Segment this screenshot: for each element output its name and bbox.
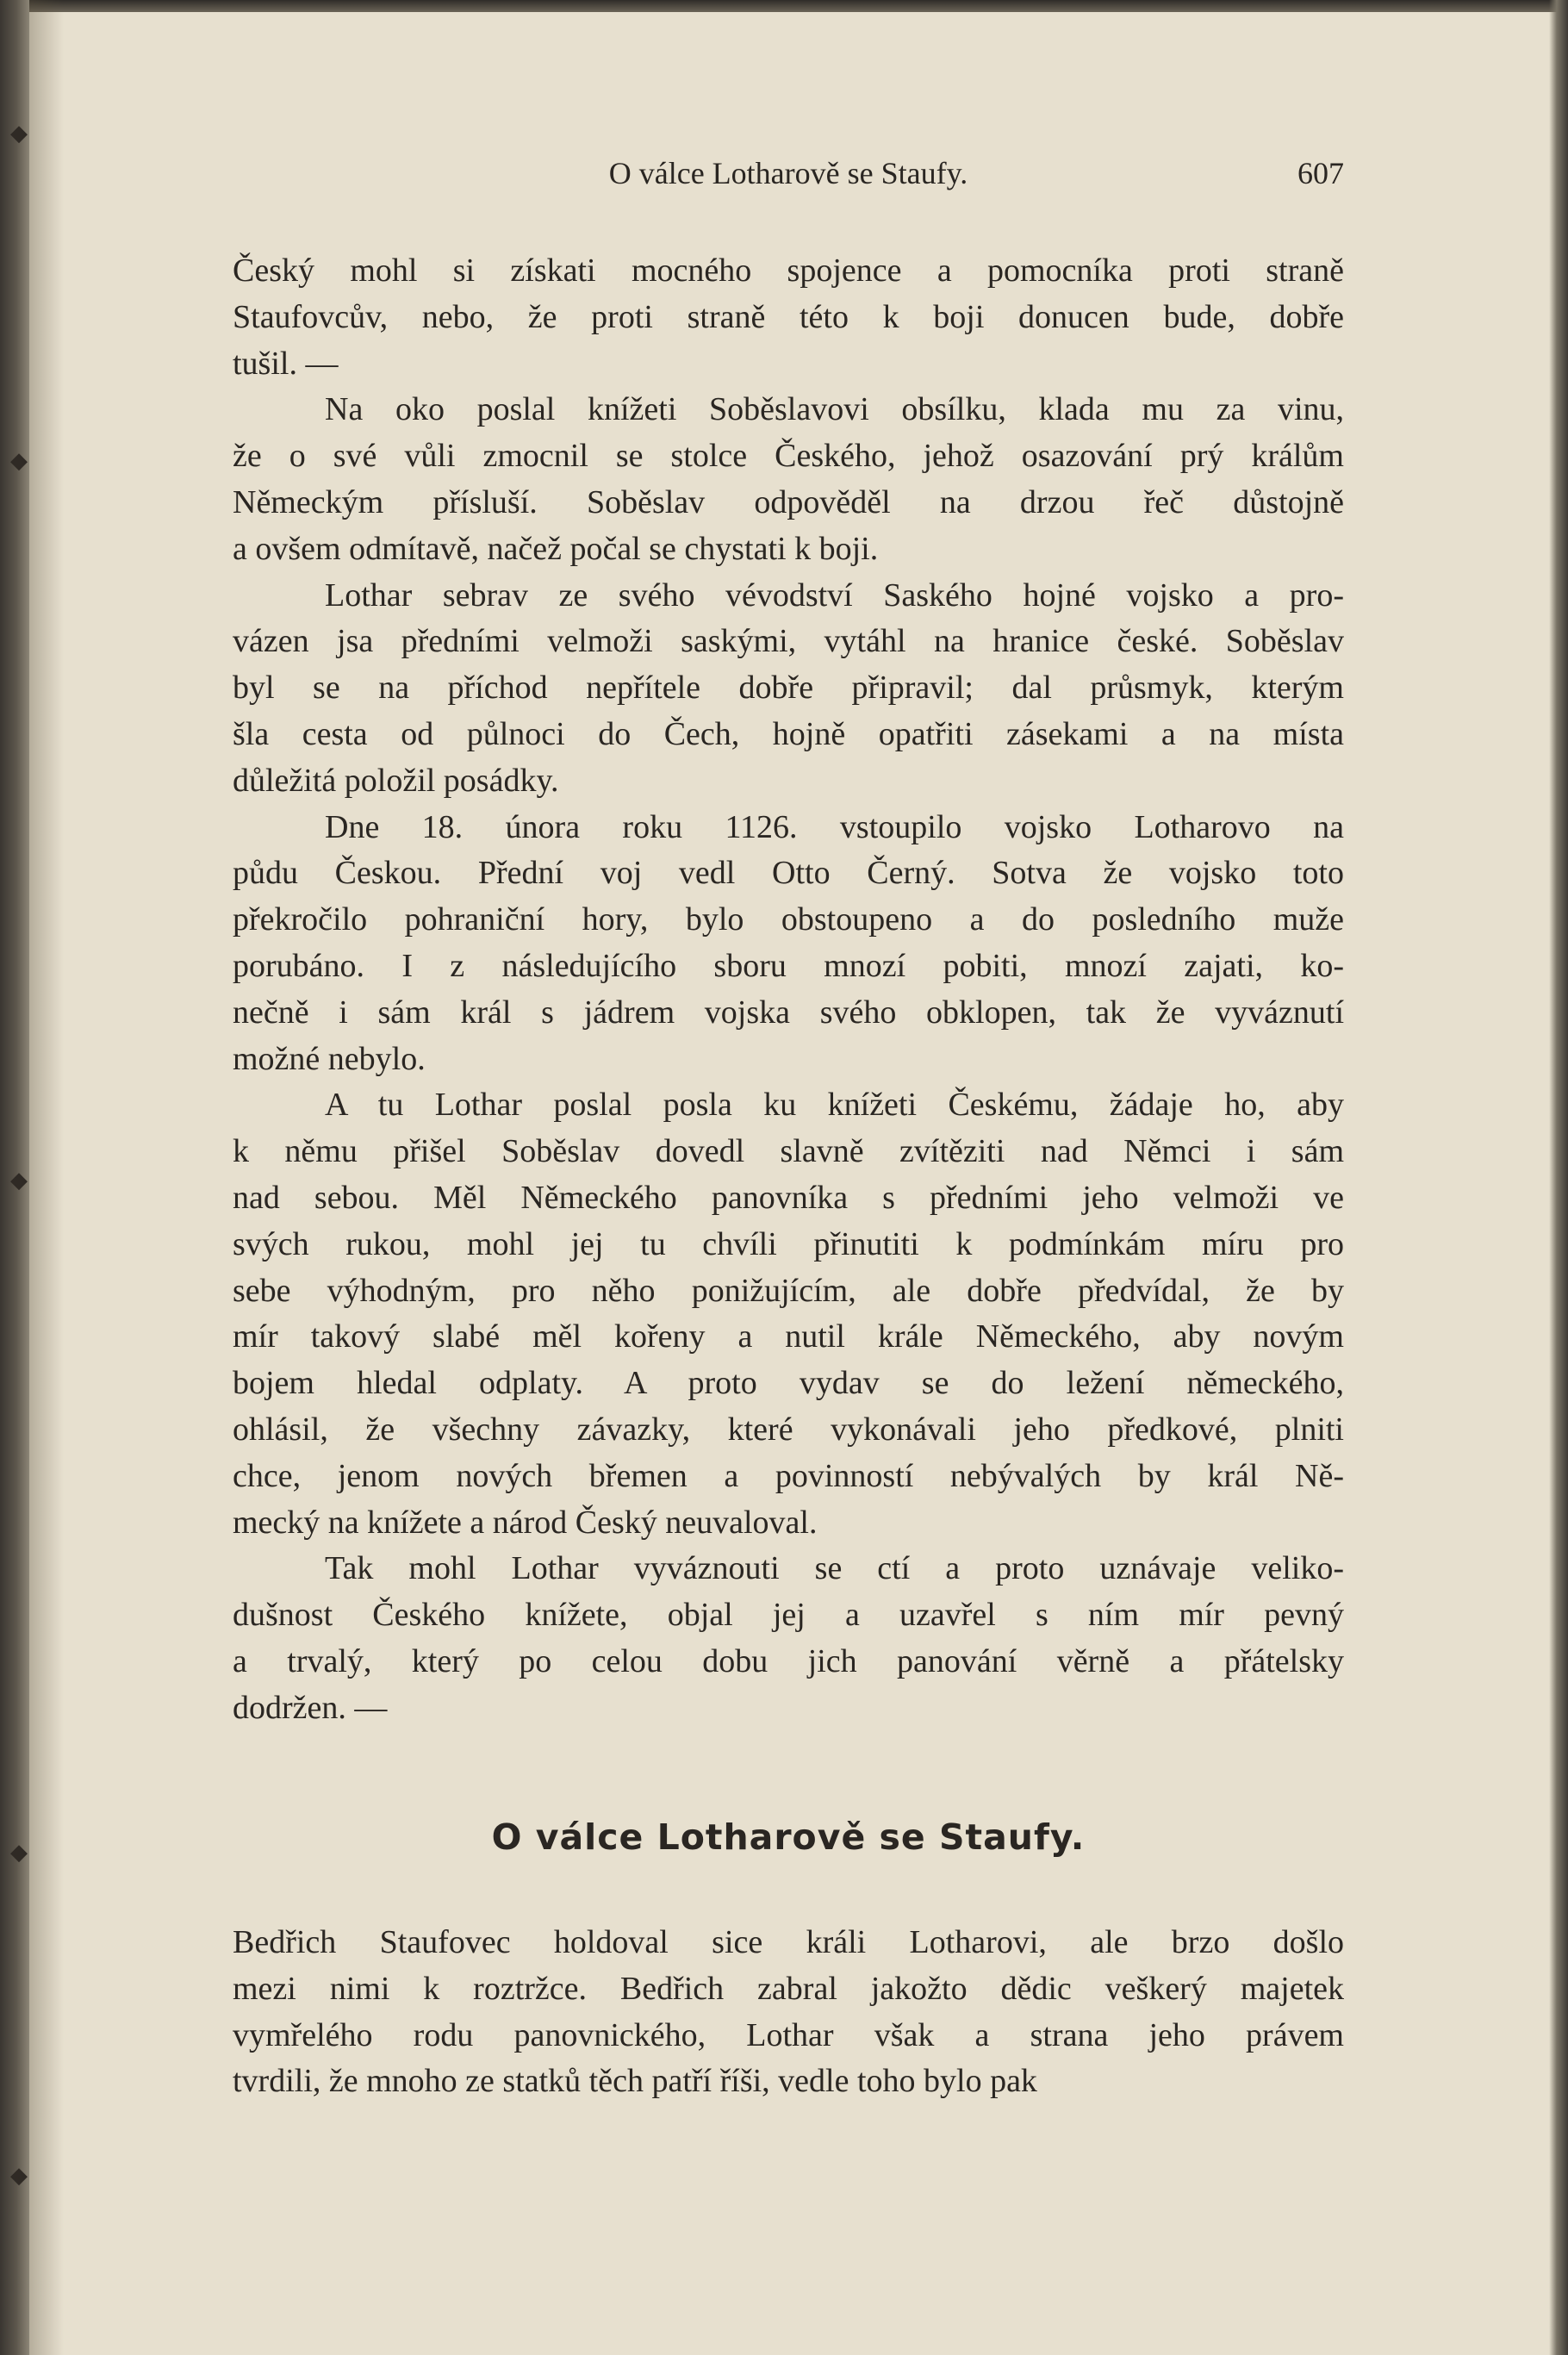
paragraph <box>233 248 1344 387</box>
text-line: dušnost Českého knížete, objal jej a uzavřel s ním mír pevný <box>233 1597 1344 1634</box>
text-line: Lothar sebrav ze svého vévodství Saského hojné vojsko a pro- <box>325 576 1344 614</box>
page-top-edge <box>0 0 1568 12</box>
text-line: vymřelého rodu panovnického, Lothar však a strana jeho právem <box>233 2016 1344 2053</box>
paragraph <box>233 805 1344 1083</box>
page-right-edge <box>1549 0 1568 2355</box>
text-line: možné nebylo. <box>233 1040 426 1077</box>
text-line: Bedřich Staufovec holdoval sice králi Lotharovi, ale brzo došlo <box>233 1924 1344 1960</box>
text-line: ohlásil, že všechny závazky, které vykonávali jeho předkové, plniti <box>233 1411 1344 1448</box>
text-line: mecký na knížete a národ Český neuvaloval. <box>233 1504 818 1541</box>
text-line: sebe výhodným, pro něho ponižujícím, ale dobře předvídal, že by <box>233 1272 1344 1309</box>
body-text <box>233 248 1344 1732</box>
text-line: A tu Lothar poslal posla ku knížeti Českému, žádaje ho, aby <box>325 1087 1344 1124</box>
text-line: Na oko poslal knížeti Soběslavovi obsílku, klada mu za vinu, <box>325 391 1344 428</box>
text-line: půdu Českou. Přední voj vedl Otto Černý. Sotva že vojsko toto <box>233 855 1344 892</box>
text-line: mezi nimi k roztržce. Bedřich zabral jakožto dědic veškerý majetek <box>233 1970 1344 2007</box>
text-line: a trvalý, který po celou dobu jich panování věrně a přátelsky <box>233 1642 1344 1679</box>
text-line: a ovšem odmítavě, načež počal se chystati k boji. <box>233 530 879 567</box>
running-title: O válce Lotharově se Staufy. <box>608 156 968 190</box>
running-header <box>233 155 1344 198</box>
text-line: důležitá položil posádky. <box>233 762 559 799</box>
binding-mark: ◆ <box>10 1168 28 1193</box>
text-line: že o své vůli zmocnil se stolce Českého, jehož osazování prý králům <box>233 438 1344 475</box>
binding-mark: ◆ <box>10 1840 28 1866</box>
text-line: tvrdili, že mnoho ze statků těch patří říši, vedle toho bylo pak <box>233 2063 1037 2100</box>
paragraph <box>233 1546 1344 1731</box>
text-line: k němu přišel Soběslav dovedl slavně zvítěziti nad Němci i sám <box>233 1133 1344 1170</box>
text-line: nad sebou. Měl Německého panovníka s předními jeho velmoži ve <box>233 1179 1344 1216</box>
text-line: dodržen. — <box>233 1689 388 1726</box>
binding-mark: ◆ <box>10 448 28 474</box>
text-line: šla cesta od půlnoci do Čech, hojně opatřiti zásekami a na místa <box>233 715 1344 752</box>
text-line: Německým přísluší. Soběslav odpověděl na drzou řeč důstojně <box>233 483 1344 520</box>
text-line: tušil. — <box>233 345 339 382</box>
text-line: Staufovcův, nebo, že proti straně této k boji donucen bude, dobře <box>233 298 1344 335</box>
text-line: Tak mohl Lothar vyváznouti se ctí a proto uznávaje veliko- <box>325 1550 1344 1587</box>
page-number: 607 <box>1297 156 1344 190</box>
text-line: Dne 18. února roku 1126. vstoupilo vojsko Lotharovo na <box>325 808 1344 845</box>
section-heading: O válce Lotharově se Staufy. <box>491 1816 1086 1858</box>
binding-mark: ◆ <box>10 121 28 146</box>
text-line: překročilo pohraniční hory, bylo obstoupeno a do posledního muže <box>233 901 1344 938</box>
text-line: vázen jsa předními velmoži saskými, vytáhl na hranice české. Soběslav <box>233 623 1344 660</box>
paragraph <box>233 1920 1344 2105</box>
paragraph <box>233 387 1344 572</box>
text-line: porubáno. I z následujícího sboru mnozí pobiti, mnozí zajati, ko- <box>233 947 1344 984</box>
text-line: mír takový slabé měl kořeny a nutil krále Německého, aby novým <box>233 1318 1344 1355</box>
text-line: byl se na příchod nepřítele dobře připravil; dal průsmyk, kterým <box>233 670 1344 707</box>
text-line: svých rukou, mohl jej tu chvíli přinutiti k podmínkám míru pro <box>233 1225 1344 1262</box>
text-line: bojem hledal odplaty. A proto vydav se do ležení německého, <box>233 1365 1344 1402</box>
section-body-text <box>233 1920 1344 2105</box>
paragraph <box>233 1082 1344 1546</box>
text-line: Český mohl si získati mocného spojence a pomocníka proti straně <box>233 252 1344 289</box>
paragraph <box>233 573 1344 805</box>
text-line: chce, jenom nových břemen a povinností nebývalých by král Ně- <box>233 1457 1344 1494</box>
binding-mark: ◆ <box>10 2163 28 2189</box>
text-line: nečně i sám král s jádrem vojska svého obklopen, tak že vyváznutí <box>233 994 1344 1031</box>
gutter-shadow <box>29 0 64 2355</box>
